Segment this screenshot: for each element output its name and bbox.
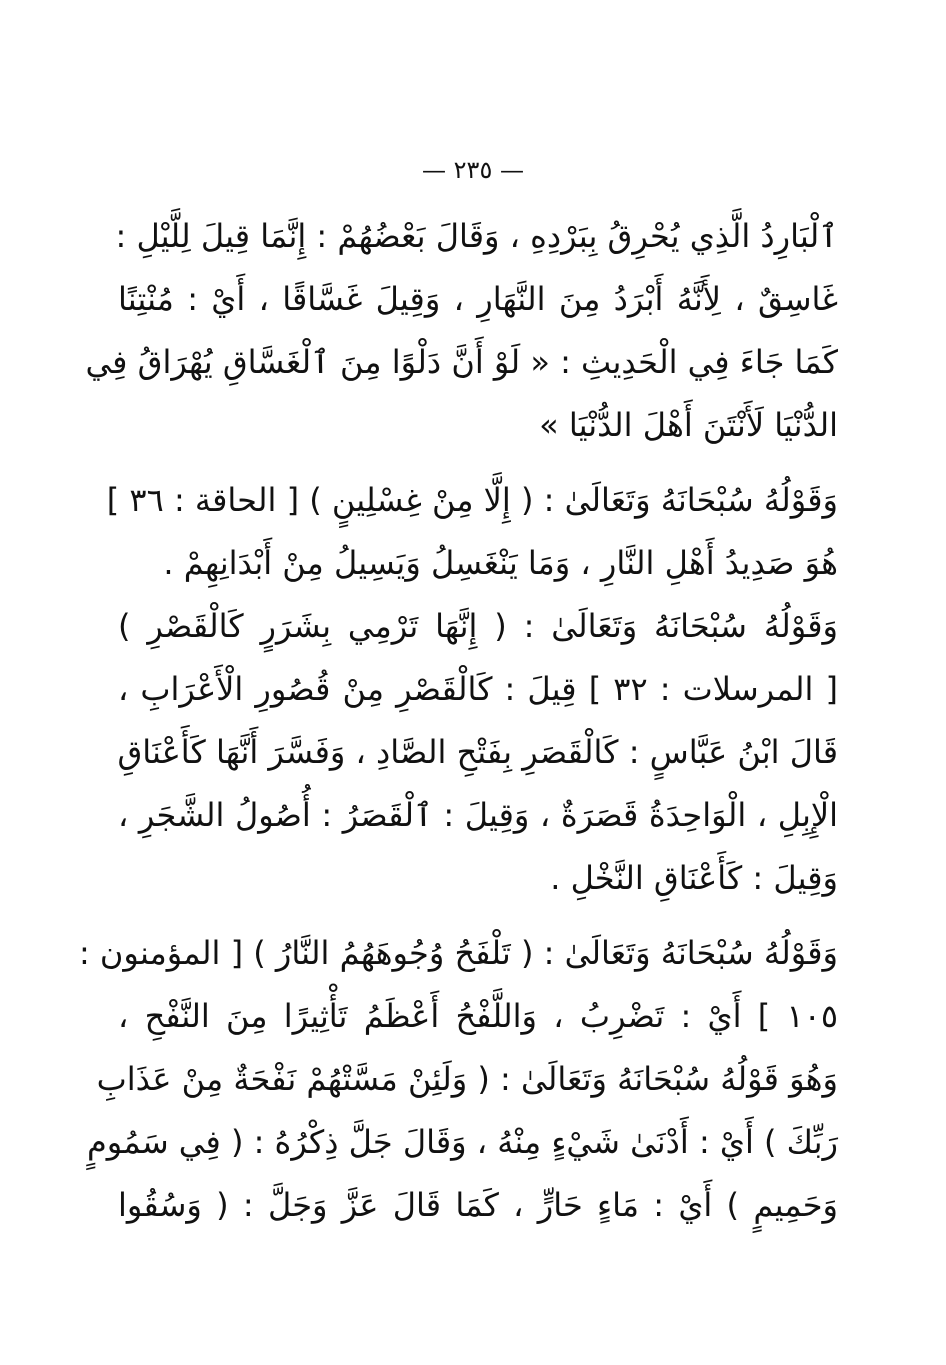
text-line-15: رَبِّكَ ) أَيْ : أَدْنَىٰ شَيْءٍ مِنْهُ ، وَقَالَ جَلَّ ذِكْرُهُ : ( فِي سَمُومٍ [86,1123,838,1161]
page-number: — ٢٣٥ — [422,156,524,184]
text-line-1: ٱلْبَارِدُ الَّذِي يُحْرِقُ بِبَرْدِهِ ، وَقَالَ بَعْضُهُمْ : إِنَّمَا قِيلَ لِلَّيْلِ : [115,217,838,255]
text-line-8: [ المرسلات : ٣٢ ] قِيلَ : كَالْقَصْرِ مِنْ قُصُورِ الْأَعْرَابِ ، [118,670,839,708]
text-line-9: قَالَ ابْنُ عَبَّاسٍ : كَالْقَصَرِ بِفَتْحِ الصَّادِ ، وَفَسَّرَ أَنَّهَا كَأَعْنَاقِ [117,733,838,771]
text-line-2: غَاسِقٌ ، لِأَنَّهُ أَبْرَدُ مِنَ النَّهَارِ ، وَقِيلَ غَسَّاقًا ، أَيْ : مُنْتِنًا [118,280,838,318]
text-line-11: وَقِيلَ : كَأَعْنَاقِ النَّخْلِ . [550,859,838,897]
text-line-14: وَهُوَ قَوْلُهُ سُبْحَانَهُ وَتَعَالَىٰ : ( وَلَئِنْ مَسَّتْهُمْ نَفْحَةٌ مِنْ عَذَابِ [96,1060,838,1098]
text-line-5: وَقَوْلُهُ سُبْحَانَهُ وَتَعَالَىٰ : ( إِلَّا مِنْ غِسْلِينٍ ) [ الحاقة : ٣٦ ] [106,481,838,519]
text-line-10: الْإِبِلِ ، الْوَاحِدَةُ قَصَرَةٌ ، وَقِيلَ : ٱلْقَصَرُ : أُصُولُ الشَّجَرِ ، [118,796,838,834]
text-line-12: وَقَوْلُهُ سُبْحَانَهُ وَتَعَالَىٰ : ( تَلْفَحُ وُجُوهَهُمُ النَّارُ ) [ المؤمنون : [78,934,838,972]
text-line-4: الدُّنْيَا لَأَنْتَنَ أَهْلَ الدُّنْيَا » [539,406,838,444]
text-line-6: هُوَ صَدِيدُ أَهْلِ النَّارِ ، وَمَا يَنْغَسِلُ وَيَسِيلُ مِنْ أَبْدَانِهِمْ . [163,544,838,582]
text-line-7: وَقَوْلُهُ سُبْحَانَهُ وَتَعَالَىٰ : ( إِنَّهَا تَرْمِي بِشَرَرٍ كَالْقَصْرِ ) [118,607,838,645]
text-line-3: كَمَا جَاءَ فِي الْحَدِيثِ : « لَوْ أَنَّ دَلْوًا مِنَ ٱلْغَسَّاقِ يُهْرَاقُ فِي [85,343,838,381]
text-line-13: ١٠٥ ] أَيْ : تَضْرِبُ ، وَاللَّفْحُ أَعْظَمُ تَأْثِيرًا مِنَ النَّفْحِ ، [118,997,838,1035]
text-line-16: وَحَمِيمٍ ) أَيْ : مَاءٍ حَارٍّ ، كَمَا قَالَ عَزَّ وَجَلَّ : ( وَسُقُوا [118,1186,838,1224]
paragraph-gap [118,457,838,469]
arabic-text-body [78,205,839,1237]
paragraph-gap [118,910,838,922]
